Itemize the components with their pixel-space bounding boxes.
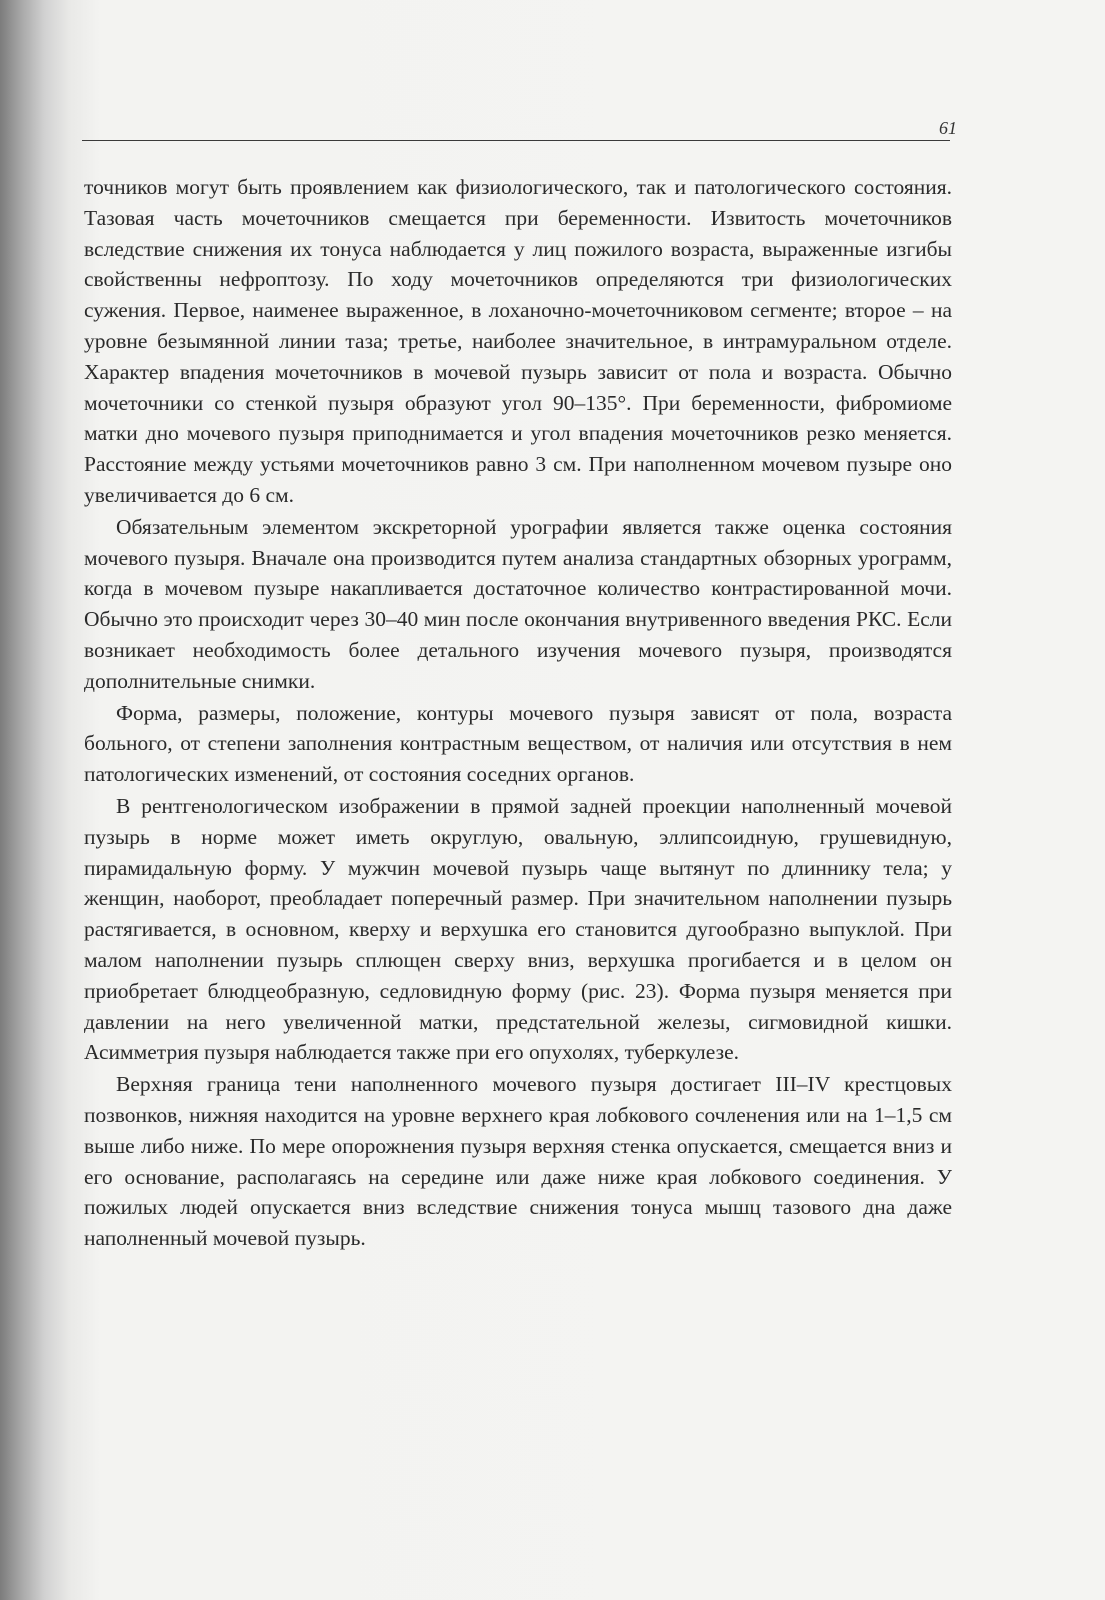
paragraph-bladder-assessment: Обязательным элементом экскреторной урографии является также оценка состояния мочевого пузыря. Вначале она производится путем анализа стандартных обзорных урограмм, когда в мочевом пузыре накапливается достаточное количество контрастированной мочи. Обычно это происходит через 30–40 мин после окончания внутривенного введения РКС. Если возникает необходимость более детального изучения мочевого пузыря, производятся дополнительные снимки.: [84, 514, 952, 693]
page-number: 61: [939, 118, 957, 138]
paragraph-bladder-boundaries: Верхняя граница тени наполненного мочевого пузыря достигает III–IV крестцовых позвонков, нижняя находится на уровне верхнего края лобкового сочленения или на 1–1,5 см выше либо ниже. По мере опорожнения пузыря верхняя стенка опускается, смещается вниз и его основание, располагаясь на середине или даже ниже края лобкового соединения. У пожилых людей опускается вниз вследствие снижения тонуса мышц тазового дна даже наполненный мочевой пузырь.: [84, 1072, 952, 1251]
header-rule: [82, 140, 950, 141]
paragraph-bladder-shape-factors: Форма, размеры, положение, контуры мочевого пузыря зависят от пола, возраста больного, от степени заполнения контрастным веществом, от наличия или отсутствия в нем патологических изменений, от состояния соседних органов.: [84, 700, 952, 787]
body-text: [84, 172, 952, 1254]
paragraph-continuation: точников могут быть проявлением как физиологического, так и патологического состояния. Тазовая часть мочеточников смещается при беременности. Извитость мочеточников вследствие снижения их тонуса наблюдается у лиц пожилого возраста, выраженные изгибы свойственны нефроптозу. По ходу мочеточников определяются три физиологических сужения. Первое, наименее выраженное, в лоханочно-мочеточниковом сегменте; второе – на уровне безымянной линии таза; третье, наиболее значительное, в интрамуральном отделе. Характер впадения мочеточников в мочевой пузырь зависит от пола и возраста. Обычно мочеточники со стенкой пузыря образуют угол 90–135°. При беременности, фибромиоме матки дно мочевого пузыря приподнимается и угол впадения мочеточников резко меняется. Расстояние между устьями мочеточников равно 3 см. При наполненном мочевом пузыре оно увеличивается до 6 см.: [84, 175, 952, 507]
paragraph-radiological-image: В рентгенологическом изображении в прямой задней проекции наполненный мочевой пузырь в норме может иметь округлую, овальную, эллипсоидную, грушевидную, пирамидальную форму. У мужчин мочевой пузырь чаще вытянут по длиннику тела; у женщин, наоборот, преобладает поперечный размер. При значительном наполнении пузырь растягивается, в основном, кверху и верхушка его становится дугообразно выпуклой. При малом наполнении пузырь сплющен сверху вниз, верхушка прогибается и в целом он приобретает блюдцеобразную, седловидную форму (рис. 23). Форма пузыря меняется при давлении на него увеличенной матки, предстательной железы, сигмовидной кишки. Асимметрия пузыря наблюдается также при его опухолях, туберкулезе.: [84, 793, 952, 1065]
